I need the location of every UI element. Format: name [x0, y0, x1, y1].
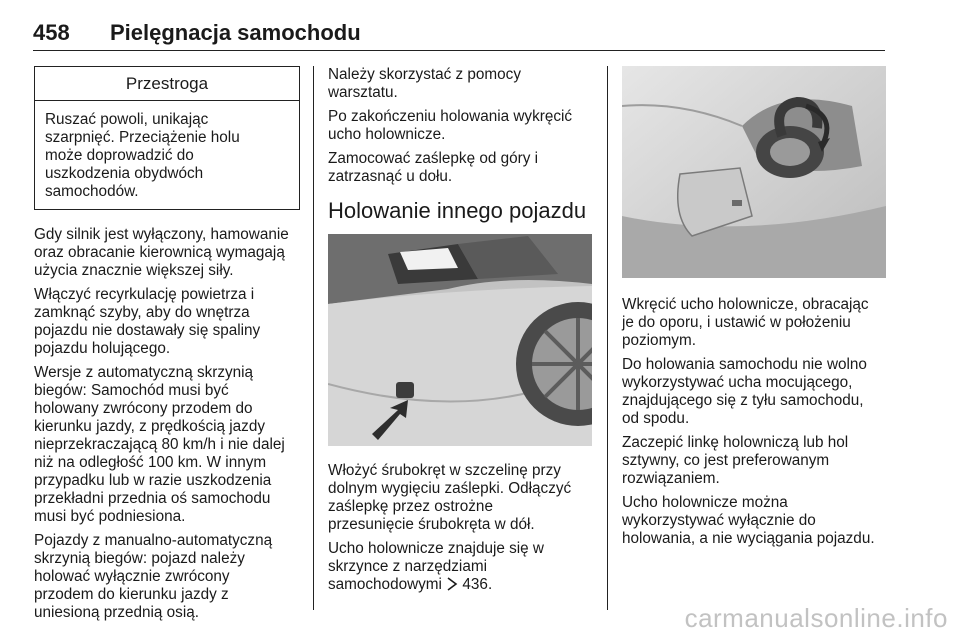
text-line: Zaczepić linkę holowniczą lub hol [622, 434, 849, 451]
text-line: przypadku lub w razie uszkodzenia [34, 472, 272, 489]
text-line: ucho holownicze. [328, 126, 446, 143]
text-line: pojazdu nie dostawały się spaliny [34, 322, 261, 339]
towing-eye-install-photo [622, 66, 886, 278]
page-header [33, 14, 885, 51]
text-line: rozwiązaniem. [622, 470, 720, 487]
paragraph [622, 494, 888, 548]
text-line: przodem do kierunku jazdy z [34, 586, 229, 603]
text-line: Włożyć śrubokręt w szczelinę przy [328, 462, 561, 479]
reference-text: samochodowymi [328, 576, 442, 593]
page-number: 458 [33, 20, 70, 45]
column-2 [328, 66, 594, 602]
text-line: pojazdu holującego. [34, 340, 171, 357]
text-line: użycia znacznie większej siły. [34, 262, 234, 279]
paragraph [328, 540, 594, 596]
text-line: dolnym wygięciu zaślepki. Odłączyć [328, 480, 572, 497]
text-line: skrzynią biegów: pojazd należy [34, 550, 245, 567]
paragraph [34, 532, 300, 622]
text-line: Należy skorzystać z pomocy [328, 66, 521, 83]
paragraph [328, 108, 594, 144]
caution-body [35, 101, 299, 209]
caution-box [34, 66, 300, 210]
text-line: od spodu. [622, 410, 690, 427]
text-line: Włączyć recyrkulację powietrza i [34, 286, 255, 303]
text-line: warsztatu. [328, 84, 398, 101]
text-line: wykorzystywać wyłącznie do [622, 512, 816, 529]
text-line: Gdy silnik jest wyłączony, hamowanie [34, 226, 289, 243]
text-line: musi być podniesiona. [34, 508, 186, 525]
caution-title: Przestroga [35, 67, 299, 101]
column-1 [34, 66, 300, 628]
text-line: przekładni przednia oś samochodu [34, 490, 271, 507]
caution-line: samochodów. [45, 183, 139, 200]
text-line: Wersje z automatyczną skrzynią [34, 364, 254, 381]
caution-line: szarpnięć. Przeciążenie holu [45, 129, 240, 146]
caution-line: Ruszać powoli, unikając [45, 111, 209, 128]
page-reference-arrow-icon [446, 577, 458, 596]
text-line: uniesioną przednią osią. [34, 604, 199, 621]
text-line: Pojazdy z manualno-automatyczną [34, 532, 273, 549]
paragraph [34, 226, 300, 280]
paragraph [622, 434, 888, 488]
text-line: holowany zwrócony przodem do [34, 400, 253, 417]
paragraph [34, 364, 300, 526]
text-line: przesunięcie śrubokręta w dół. [328, 516, 535, 533]
text-line: oraz obracanie kierownicą wymagają [34, 244, 285, 261]
text-line: zamknąć szyby, aby do wnętrza [34, 304, 250, 321]
text-line: zatrzasnąć u dołu. [328, 168, 453, 185]
text-line: biegów: Samochód musi być [34, 382, 229, 399]
page-reference[interactable] [328, 576, 594, 596]
text-line: kierunku jazdy, z prędkością jazdy [34, 418, 265, 435]
text-line: Po zakończeniu holowania wykręcić [328, 108, 573, 125]
caution-line: uszkodzenia obydwóch [45, 165, 204, 182]
paragraph [622, 296, 888, 350]
paragraph [328, 66, 594, 102]
column-divider [607, 66, 608, 610]
text-line: wykorzystywać ucha mocującego, [622, 374, 853, 391]
text-line: nieprzekraczającą 80 km/h i nie dalej [34, 436, 285, 453]
text-line: zaślepkę przez ostrożne [328, 498, 493, 515]
text-line: sztywny, co jest preferowanym [622, 452, 830, 469]
column-divider [313, 66, 314, 610]
page-title: Pielęgnacja samochodu [110, 20, 361, 45]
car-rear-cover-photo [328, 234, 592, 446]
text-line: Do holowania samochodu nie wolno [622, 356, 867, 373]
watermark: carmanualsonline.info [684, 603, 948, 633]
caution-line: może doprowadzić do [45, 147, 194, 164]
paragraph [622, 356, 888, 428]
text-line: poziomym. [622, 332, 696, 349]
text-line: Ucho holownicze znajduje się w [328, 540, 544, 557]
reference-page: 436. [462, 576, 493, 593]
text-line: skrzynce z narzędziami [328, 558, 487, 575]
text-line: Zamocować zaślepkę od góry i [328, 150, 539, 167]
text-line: znajdującego się z tyłu samochodu, [622, 392, 864, 409]
paragraph [34, 286, 300, 358]
column-3 [622, 66, 888, 554]
text-line: Wkręcić ucho holownicze, obracając [622, 296, 869, 313]
text-line: holować wyłącznie zwrócony [34, 568, 230, 585]
section-heading: Holowanie innego pojazdu [328, 198, 587, 223]
paragraph [328, 462, 594, 534]
text-line: niż na odległość 100 km. W innym [34, 454, 267, 471]
text-line: holowania, a nie wyciągania pojazdu. [622, 530, 875, 547]
text-line: Ucho holownicze można [622, 494, 788, 511]
text-line: je do oporu, i ustawić w położeniu [622, 314, 851, 331]
paragraph [328, 150, 594, 186]
